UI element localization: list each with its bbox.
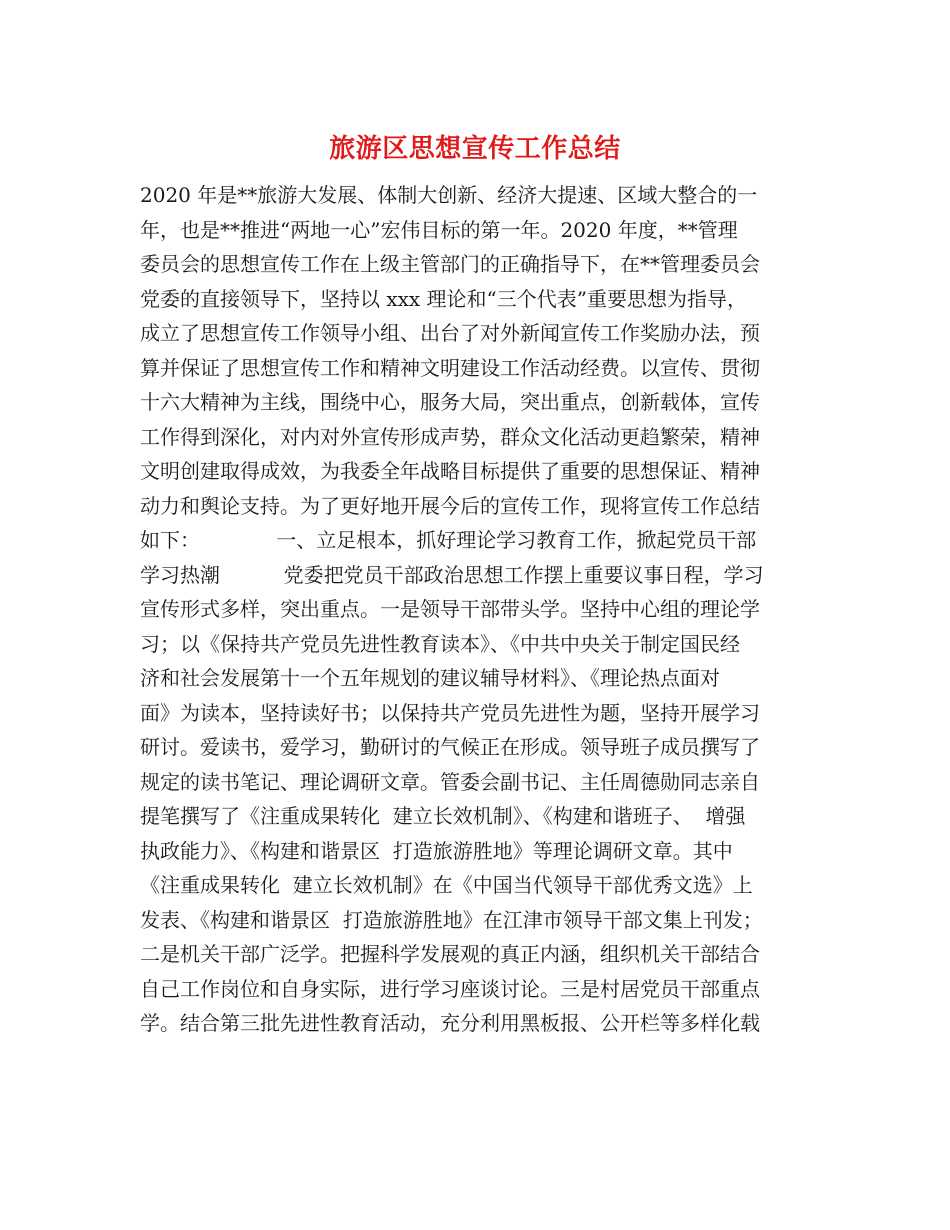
body-line: 学。结合第三批先进性教育活动，充分利用黑板报、公开栏等多样化载 (140, 1011, 760, 1035)
body-line: 成立了思想宣传工作领导小组、出台了对外新闻宣传工作奖励办法，预 (140, 321, 760, 345)
body-line: 十六大精神为主线，围绕中心，服务大局，突出重点，创新载体，宣传 (140, 390, 760, 414)
document-title: 旅游区思想宣传工作总结 (329, 134, 621, 164)
body-line: 自己工作岗位和自身实际，进行学习座谈讨论。三是村居党员干部重点 (140, 976, 760, 1001)
body-line: 党委的直接领导下，坚持以 xxx 理论和“三个代表”重要思想为指导， (140, 286, 748, 311)
body-line: 学习热潮 党委把党员干部政治思想工作摆上重要议事日程，学习 (140, 562, 764, 587)
document-body (140, 178, 830, 1041)
body-line: 如下： 一、立足根本，抓好理论学习教育工作，掀起党员干部 (140, 528, 757, 552)
body-line: 执政能力》、《构建和谐景区 打造旅游胜地》等理论调研文章。其中 (140, 838, 733, 863)
body-line: 提笔撰写了《注重成果转化 建立长效机制》、《构建和谐班子、 增强 (140, 804, 746, 828)
body-line: 济和社会发展第十一个五年规划的建议辅导材料》、《理论热点面对 (140, 666, 720, 690)
body-line: 发表、《构建和谐景区 打造旅游胜地》在江津市领导干部文集上刊发； (140, 907, 763, 932)
body-line: 委员会的思想宣传工作在上级主管部门的正确指导下，在**管理委员会 (140, 252, 760, 276)
body-line: 工作得到深化，对内对外宣传形成声势，群众文化活动更趋繁荣，精神 (140, 424, 760, 449)
body-line: 宣传形式多样，突出重点。一是领导干部带头学。坚持中心组的理论学 (140, 597, 760, 621)
body-line: 习；以《保持共产党员先进性教育读本》、《中共中央关于制定国民经 (140, 631, 740, 656)
body-line: 算并保证了思想宣传工作和精神文明建设工作活动经费。以宣传、贯彻 (140, 355, 760, 380)
body-line: 文明创建取得成效，为我委全年战略目标提供了重要的思想保证、精神 (140, 459, 760, 483)
body-line: 二是机关干部广泛学。把握科学发展观的真正内涵，组织机关干部结合 (140, 942, 760, 966)
body-line: 面》为读本，坚持读好书；以保持共产党员先进性为题，坚持开展学习 (140, 700, 760, 725)
body-line: 研讨。爱读书，爱学习，勤研讨的气候正在形成。领导班子成员撰写了 (140, 735, 760, 759)
body-line: 2020 年是**旅游大发展、体制大创新、经济大提速、区域大整合的一 (140, 183, 758, 207)
body-line: 规定的读书笔记、理论调研文章。管委会副书记、主任周德勋同志亲自 (140, 769, 760, 794)
body-line: 年，也是**推进“两地一心”宏伟目标的第一年。2020 年度，**管理 (140, 217, 738, 242)
body-line: 动力和舆论支持。为了更好地开展今后的宣传工作，现将宣传工作总结 (140, 493, 760, 518)
body-line: 《注重成果转化 建立长效机制》在《中国当代领导干部优秀文选》上 (140, 873, 753, 897)
